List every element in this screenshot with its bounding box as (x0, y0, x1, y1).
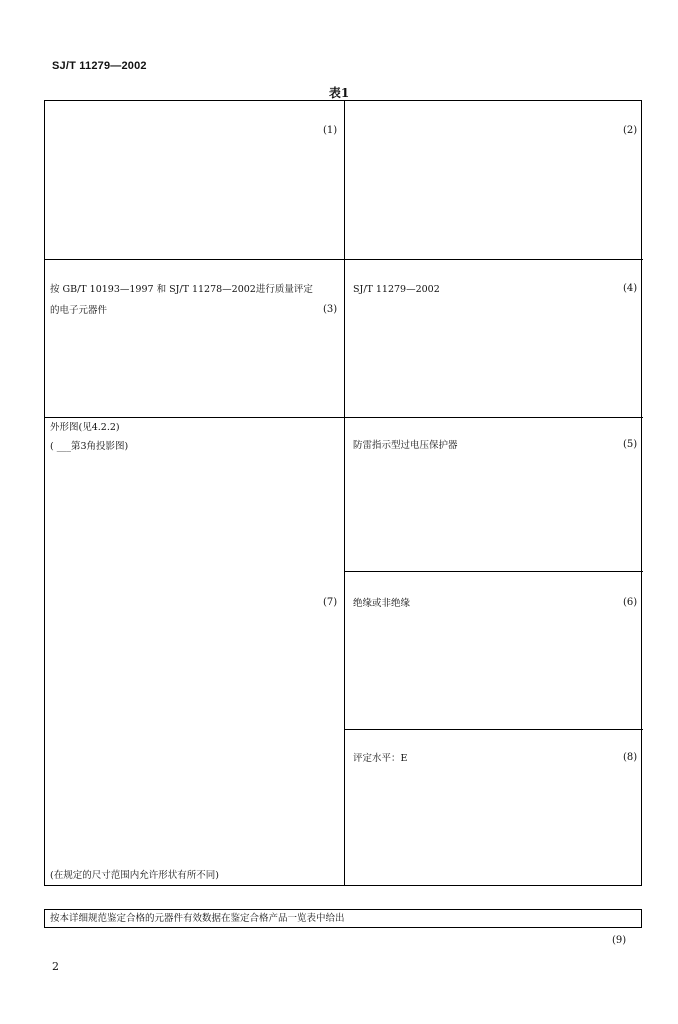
table-caption: 表1 (328, 86, 350, 100)
cell-2-number: (2) (623, 125, 638, 136)
left-row-divider (45, 259, 345, 260)
cell-6-text: 绝缘或非绝缘 (353, 598, 411, 609)
cell-3-text-line2: 的电子元器件 (50, 305, 108, 316)
note-box (44, 909, 642, 928)
note-text: 按本详细规范鉴定合格的元器件有效数据在鉴定合格产品一览表中给出 (50, 913, 345, 924)
right-row-divider (345, 417, 643, 418)
cell-4-text: SJ/T 11279—2002 (353, 284, 440, 295)
right-row-divider (345, 259, 643, 260)
standard-number-header: SJ/T 11279—2002 (52, 60, 147, 72)
left-row-divider (45, 417, 345, 418)
column-divider (344, 101, 345, 885)
cell-7-title: 外形图(见4.2.2) (50, 422, 120, 433)
cell-5-text: 防雷指示型过电压保护器 (353, 440, 458, 451)
cell-7-projection: ( ___第3角投影图) (50, 441, 129, 452)
cell-3-text-line1: 按 GB/T 10193—1997 和 SJ/T 11278—2002进行质量评定 (50, 284, 313, 295)
cell-4-number: (4) (623, 283, 638, 294)
cell-8-number: (8) (623, 752, 638, 763)
cell-6-number: (6) (623, 597, 638, 608)
cell-7-number: (7) (323, 597, 338, 608)
note-number: (9) (612, 935, 627, 946)
cell-8-text: 评定水平：E (353, 753, 408, 764)
cell-5-number: (5) (623, 439, 638, 450)
right-row-divider (345, 571, 643, 572)
cell-1-number: (1) (323, 125, 338, 136)
spec-table (44, 100, 642, 886)
cell-7-footer: (在规定的尺寸范围内允许形状有所不同) (50, 870, 219, 881)
cell-3-number: (3) (323, 304, 338, 315)
page-number: 2 (52, 960, 59, 973)
right-row-divider (345, 729, 643, 730)
